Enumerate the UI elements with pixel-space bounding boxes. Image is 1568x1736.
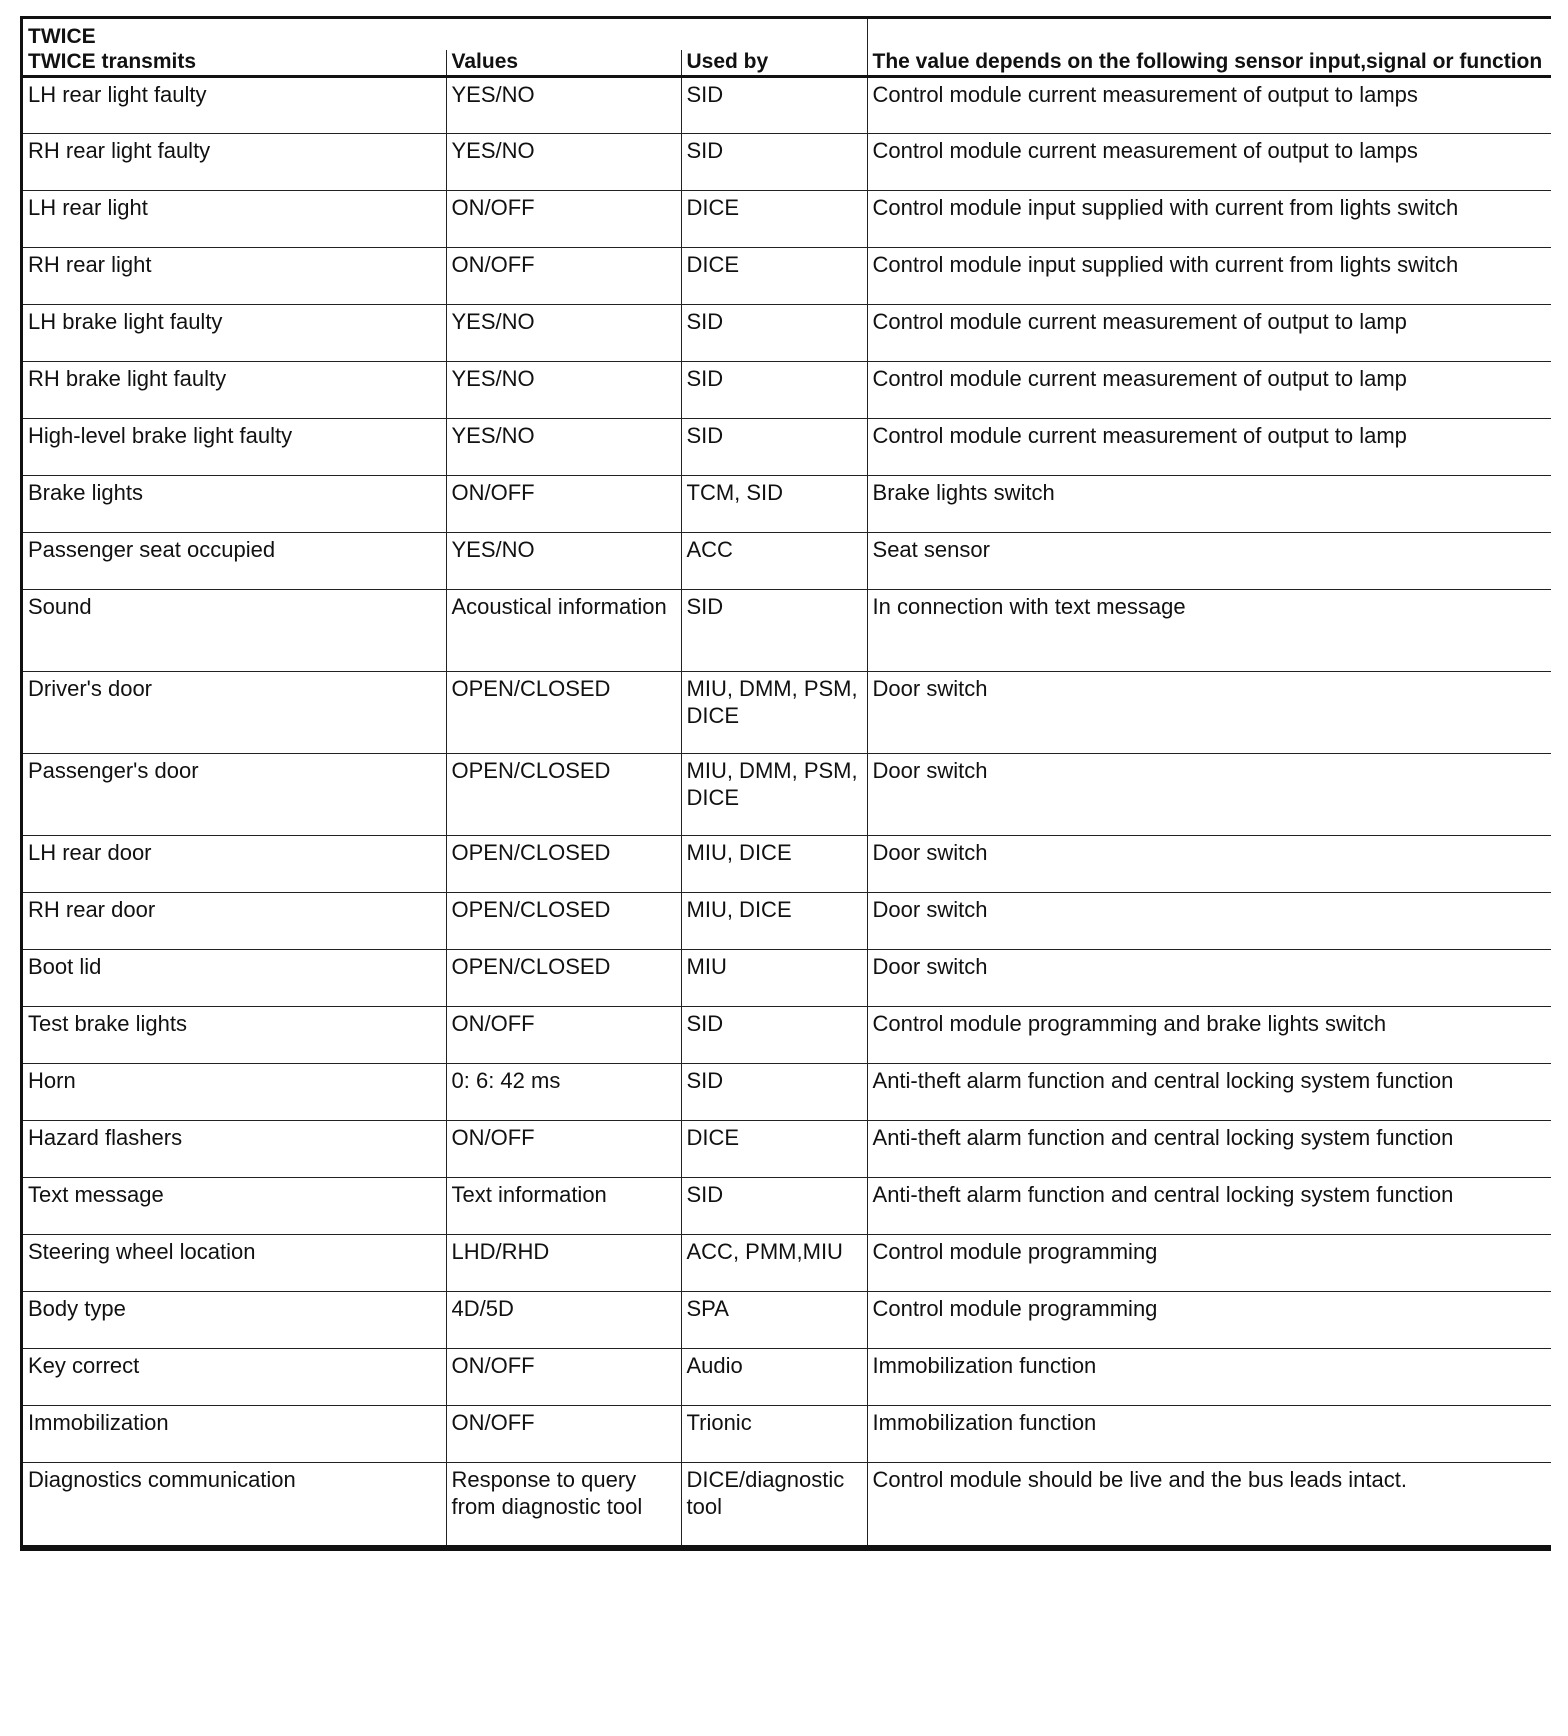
cell-values: 4D/5D xyxy=(446,1292,681,1349)
cell-signal: RH rear light faulty xyxy=(23,134,446,191)
cell-depends-on: Door switch xyxy=(867,754,1551,836)
table-row xyxy=(23,1064,1551,1121)
cell-depends-on: Anti-theft alarm function and central locking system function xyxy=(867,1121,1551,1178)
table-title-row xyxy=(23,18,1551,51)
cell-used-by: MIU, DMM, PSM, DICE xyxy=(681,754,867,836)
cell-depends-on: Control module input supplied with current from lights switch xyxy=(867,248,1551,305)
cell-signal: LH rear light xyxy=(23,191,446,248)
table-row xyxy=(23,1406,1551,1463)
cell-depends-on: Door switch xyxy=(867,893,1551,950)
cell-depends-on: Control module current measurement of output to lamps xyxy=(867,77,1551,134)
table-row xyxy=(23,533,1551,590)
cell-depends-on: Brake lights switch xyxy=(867,476,1551,533)
table-title: TWICE xyxy=(28,25,96,48)
cell-signal: Passenger seat occupied xyxy=(23,533,446,590)
cell-depends-on: Immobilization function xyxy=(867,1406,1551,1463)
cell-signal: Driver's door xyxy=(23,672,446,754)
cell-signal: Text message xyxy=(23,1178,446,1235)
cell-depends-on: Control module programming xyxy=(867,1235,1551,1292)
cell-used-by: MIU, DICE xyxy=(681,836,867,893)
cell-signal: Test brake lights xyxy=(23,1007,446,1064)
cell-signal: Passenger's door xyxy=(23,754,446,836)
cell-values: ON/OFF xyxy=(446,191,681,248)
table-row xyxy=(23,1292,1551,1349)
cell-signal: Sound xyxy=(23,590,446,672)
table-row xyxy=(23,134,1551,191)
table-row xyxy=(23,248,1551,305)
cell-values: Response to query from diagnostic tool xyxy=(446,1463,681,1547)
table-row xyxy=(23,1349,1551,1406)
cell-used-by: SID xyxy=(681,1007,867,1064)
table-row xyxy=(23,1235,1551,1292)
cell-depends-on: Seat sensor xyxy=(867,533,1551,590)
cell-depends-on: Door switch xyxy=(867,836,1551,893)
cell-used-by: DICE xyxy=(681,191,867,248)
table-row xyxy=(23,476,1551,533)
table-row xyxy=(23,893,1551,950)
cell-used-by: SID xyxy=(681,305,867,362)
cell-signal: Body type xyxy=(23,1292,446,1349)
table-row xyxy=(23,836,1551,893)
table-row xyxy=(23,1007,1551,1064)
cell-values: ON/OFF xyxy=(446,1007,681,1064)
cell-depends-on: Control module current measurement of output to lamp xyxy=(867,362,1551,419)
cell-values: OPEN/CLOSED xyxy=(446,672,681,754)
cell-values: YES/NO xyxy=(446,305,681,362)
cell-used-by: SID xyxy=(681,419,867,476)
cell-values: Text information xyxy=(446,1178,681,1235)
cell-values: 0: 6: 42 ms xyxy=(446,1064,681,1121)
table-row xyxy=(23,754,1551,836)
cell-values: ON/OFF xyxy=(446,1406,681,1463)
twice-signal-table xyxy=(20,16,1551,1551)
cell-signal: LH rear light faulty xyxy=(23,77,446,134)
cell-used-by: SID xyxy=(681,590,867,672)
table-row xyxy=(23,590,1551,672)
cell-signal: LH brake light faulty xyxy=(23,305,446,362)
table-row xyxy=(23,950,1551,1007)
table-body xyxy=(23,77,1551,1547)
cell-signal: Boot lid xyxy=(23,950,446,1007)
cell-used-by: SID xyxy=(681,1178,867,1235)
cell-depends-on: Anti-theft alarm function and central locking system function xyxy=(867,1064,1551,1121)
cell-signal: Hazard flashers xyxy=(23,1121,446,1178)
cell-values: YES/NO xyxy=(446,419,681,476)
table-row xyxy=(23,362,1551,419)
cell-used-by: SPA xyxy=(681,1292,867,1349)
cell-used-by: SID xyxy=(681,1064,867,1121)
column-header-values: Values xyxy=(446,50,681,77)
cell-signal: LH rear door xyxy=(23,836,446,893)
cell-signal: RH brake light faulty xyxy=(23,362,446,419)
cell-used-by: MIU, DICE xyxy=(681,893,867,950)
cell-used-by: DICE xyxy=(681,248,867,305)
cell-signal: Diagnostics communication xyxy=(23,1463,446,1547)
column-header-depends-on: The value depends on the following sensor input,signal or function xyxy=(867,18,1551,77)
cell-signal: Brake lights xyxy=(23,476,446,533)
cell-used-by: DICE xyxy=(681,1121,867,1178)
cell-used-by: DICE/diagnostic tool xyxy=(681,1463,867,1547)
cell-depends-on: Door switch xyxy=(867,672,1551,754)
table-row xyxy=(23,672,1551,754)
cell-used-by: MIU xyxy=(681,950,867,1007)
cell-depends-on: Control module programming xyxy=(867,1292,1551,1349)
table-row xyxy=(23,1178,1551,1235)
cell-values: YES/NO xyxy=(446,362,681,419)
cell-values: YES/NO xyxy=(446,533,681,590)
cell-used-by: ACC, PMM,MIU xyxy=(681,1235,867,1292)
cell-depends-on: In connection with text message xyxy=(867,590,1551,672)
cell-depends-on: Control module input supplied with current from lights switch xyxy=(867,191,1551,248)
cell-used-by: Trionic xyxy=(681,1406,867,1463)
cell-depends-on: Control module current measurement of output to lamp xyxy=(867,419,1551,476)
cell-values: OPEN/CLOSED xyxy=(446,950,681,1007)
cell-values: LHD/RHD xyxy=(446,1235,681,1292)
cell-signal: Horn xyxy=(23,1064,446,1121)
cell-used-by: MIU, DMM, PSM, DICE xyxy=(681,672,867,754)
table-row xyxy=(23,419,1551,476)
table-row xyxy=(23,77,1551,134)
cell-used-by: TCM, SID xyxy=(681,476,867,533)
table-row xyxy=(23,191,1551,248)
cell-depends-on: Anti-theft alarm function and central locking system function xyxy=(867,1178,1551,1235)
cell-values: ON/OFF xyxy=(446,248,681,305)
cell-values: YES/NO xyxy=(446,134,681,191)
column-header-signal: TWICE transmits xyxy=(23,50,446,77)
cell-values: OPEN/CLOSED xyxy=(446,836,681,893)
cell-values: OPEN/CLOSED xyxy=(446,754,681,836)
cell-values: ON/OFF xyxy=(446,1121,681,1178)
cell-depends-on: Door switch xyxy=(867,950,1551,1007)
cell-signal: RH rear door xyxy=(23,893,446,950)
cell-depends-on: Control module current measurement of output to lamp xyxy=(867,305,1551,362)
cell-signal: Immobilization xyxy=(23,1406,446,1463)
cell-used-by: SID xyxy=(681,77,867,134)
cell-signal: Steering wheel location xyxy=(23,1235,446,1292)
cell-used-by: Audio xyxy=(681,1349,867,1406)
cell-values: Acoustical information xyxy=(446,590,681,672)
cell-used-by: SID xyxy=(681,362,867,419)
cell-depends-on: Control module programming and brake lights switch xyxy=(867,1007,1551,1064)
cell-signal: Key correct xyxy=(23,1349,446,1406)
cell-values: YES/NO xyxy=(446,77,681,134)
cell-depends-on: Control module should be live and the bus leads intact. xyxy=(867,1463,1551,1547)
cell-signal: High-level brake light faulty xyxy=(23,419,446,476)
table-row xyxy=(23,305,1551,362)
cell-signal: RH rear light xyxy=(23,248,446,305)
cell-values: OPEN/CLOSED xyxy=(446,893,681,950)
table-row xyxy=(23,1463,1551,1547)
cell-values: ON/OFF xyxy=(446,1349,681,1406)
cell-depends-on: Immobilization function xyxy=(867,1349,1551,1406)
cell-used-by: ACC xyxy=(681,533,867,590)
table-row xyxy=(23,1121,1551,1178)
cell-values: ON/OFF xyxy=(446,476,681,533)
cell-depends-on: Control module current measurement of output to lamps xyxy=(867,134,1551,191)
signal-table xyxy=(23,16,1551,1548)
column-header-used-by: Used by xyxy=(681,50,867,77)
cell-used-by: SID xyxy=(681,134,867,191)
